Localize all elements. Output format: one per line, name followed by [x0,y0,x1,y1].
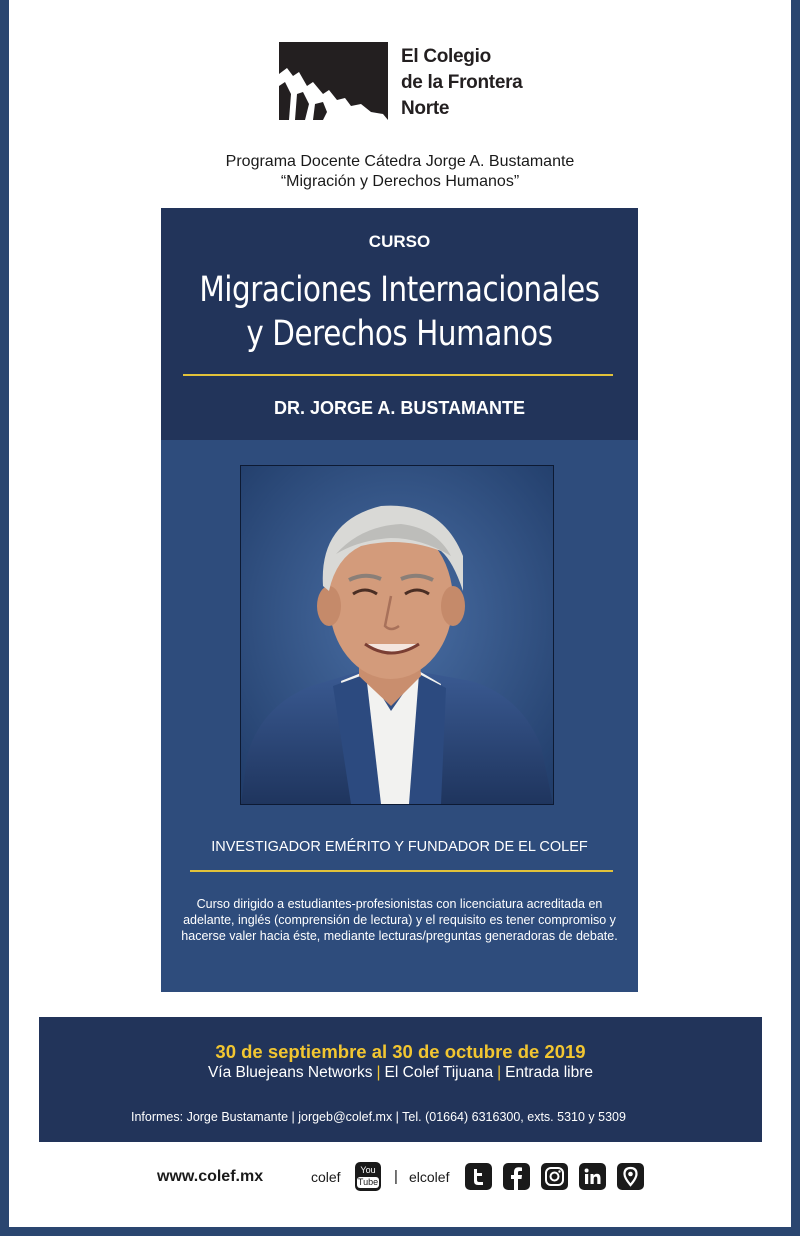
speaker-portrait [240,465,554,805]
course-title [161,268,638,356]
course-card-header [161,208,638,440]
logo-line-3: Norte [401,98,450,119]
location-icon[interactable] [617,1163,644,1190]
course-description: Curso dirigido a estudiantes-profesionistas con licenciatura acreditada en adelante, inglés (comprensión de lectura) y el requisito es tener compromiso y hacerse valer hacia éste, mediante lecturas/preguntas generadoras de debate. [181,897,618,943]
event-venue [39,1064,762,1082]
venue-separator-1: | [376,1064,381,1081]
portrait-image [241,466,553,804]
logo-line-1: El Colegio [401,46,491,67]
program-heading [0,152,800,192]
course-card-body [161,440,638,992]
colef-name [401,44,541,122]
venue-location: El Colef Tijuana [384,1064,494,1081]
course-title-line-1: Migraciones Internacionales [199,270,600,310]
twitter-icon[interactable] [465,1163,492,1190]
venue-separator-2: | [497,1064,502,1081]
program-line-2: “Migración y Derechos Humanos” [280,173,520,190]
instagram-icon[interactable] [541,1163,568,1190]
social-handle: elcolef [409,1169,450,1185]
speaker-name: DR. JORGE A. BUSTAMANTE [273,398,525,418]
contact-info: Informes: Jorge Bustamante | jorgeb@colef.mx | Tel. (01664) 6316300, exts. 5310 y 5309 [131,1110,626,1124]
youtube-icon[interactable] [355,1162,381,1191]
footer [0,1160,800,1194]
logo-line-2: de la Frontera [401,72,523,93]
program-line-1: Programa Docente Cátedra Jorge A. Bustamante [225,153,575,170]
gold-divider-2 [190,870,613,872]
speaker-role: INVESTIGADOR EMÉRITO Y FUNDADOR DE EL COLEF [211,839,588,855]
footer-divider: | [394,1168,398,1185]
page-frame-bottom [0,1227,800,1236]
colef-logo [279,42,539,122]
facebook-icon[interactable] [503,1163,530,1190]
colef-mountain-icon [279,42,388,120]
venue-entry: Entrada libre [505,1064,594,1081]
youtube-badge-bottom: Tube [357,1177,379,1187]
youtube-handle: colef [311,1169,341,1185]
course-label: CURSO [368,232,431,251]
linkedin-icon[interactable] [579,1163,606,1190]
youtube-badge-top: You [360,1165,376,1175]
event-band [39,1017,762,1142]
website-link[interactable]: www.colef.mx [157,1168,264,1185]
gold-divider [183,374,613,376]
course-title-line-2: y Derechos Humanos [246,314,553,354]
event-dates: 30 de septiembre al 30 de octubre de 2019 [215,1041,586,1062]
venue-platform: Vía Bluejeans Networks [207,1064,373,1081]
